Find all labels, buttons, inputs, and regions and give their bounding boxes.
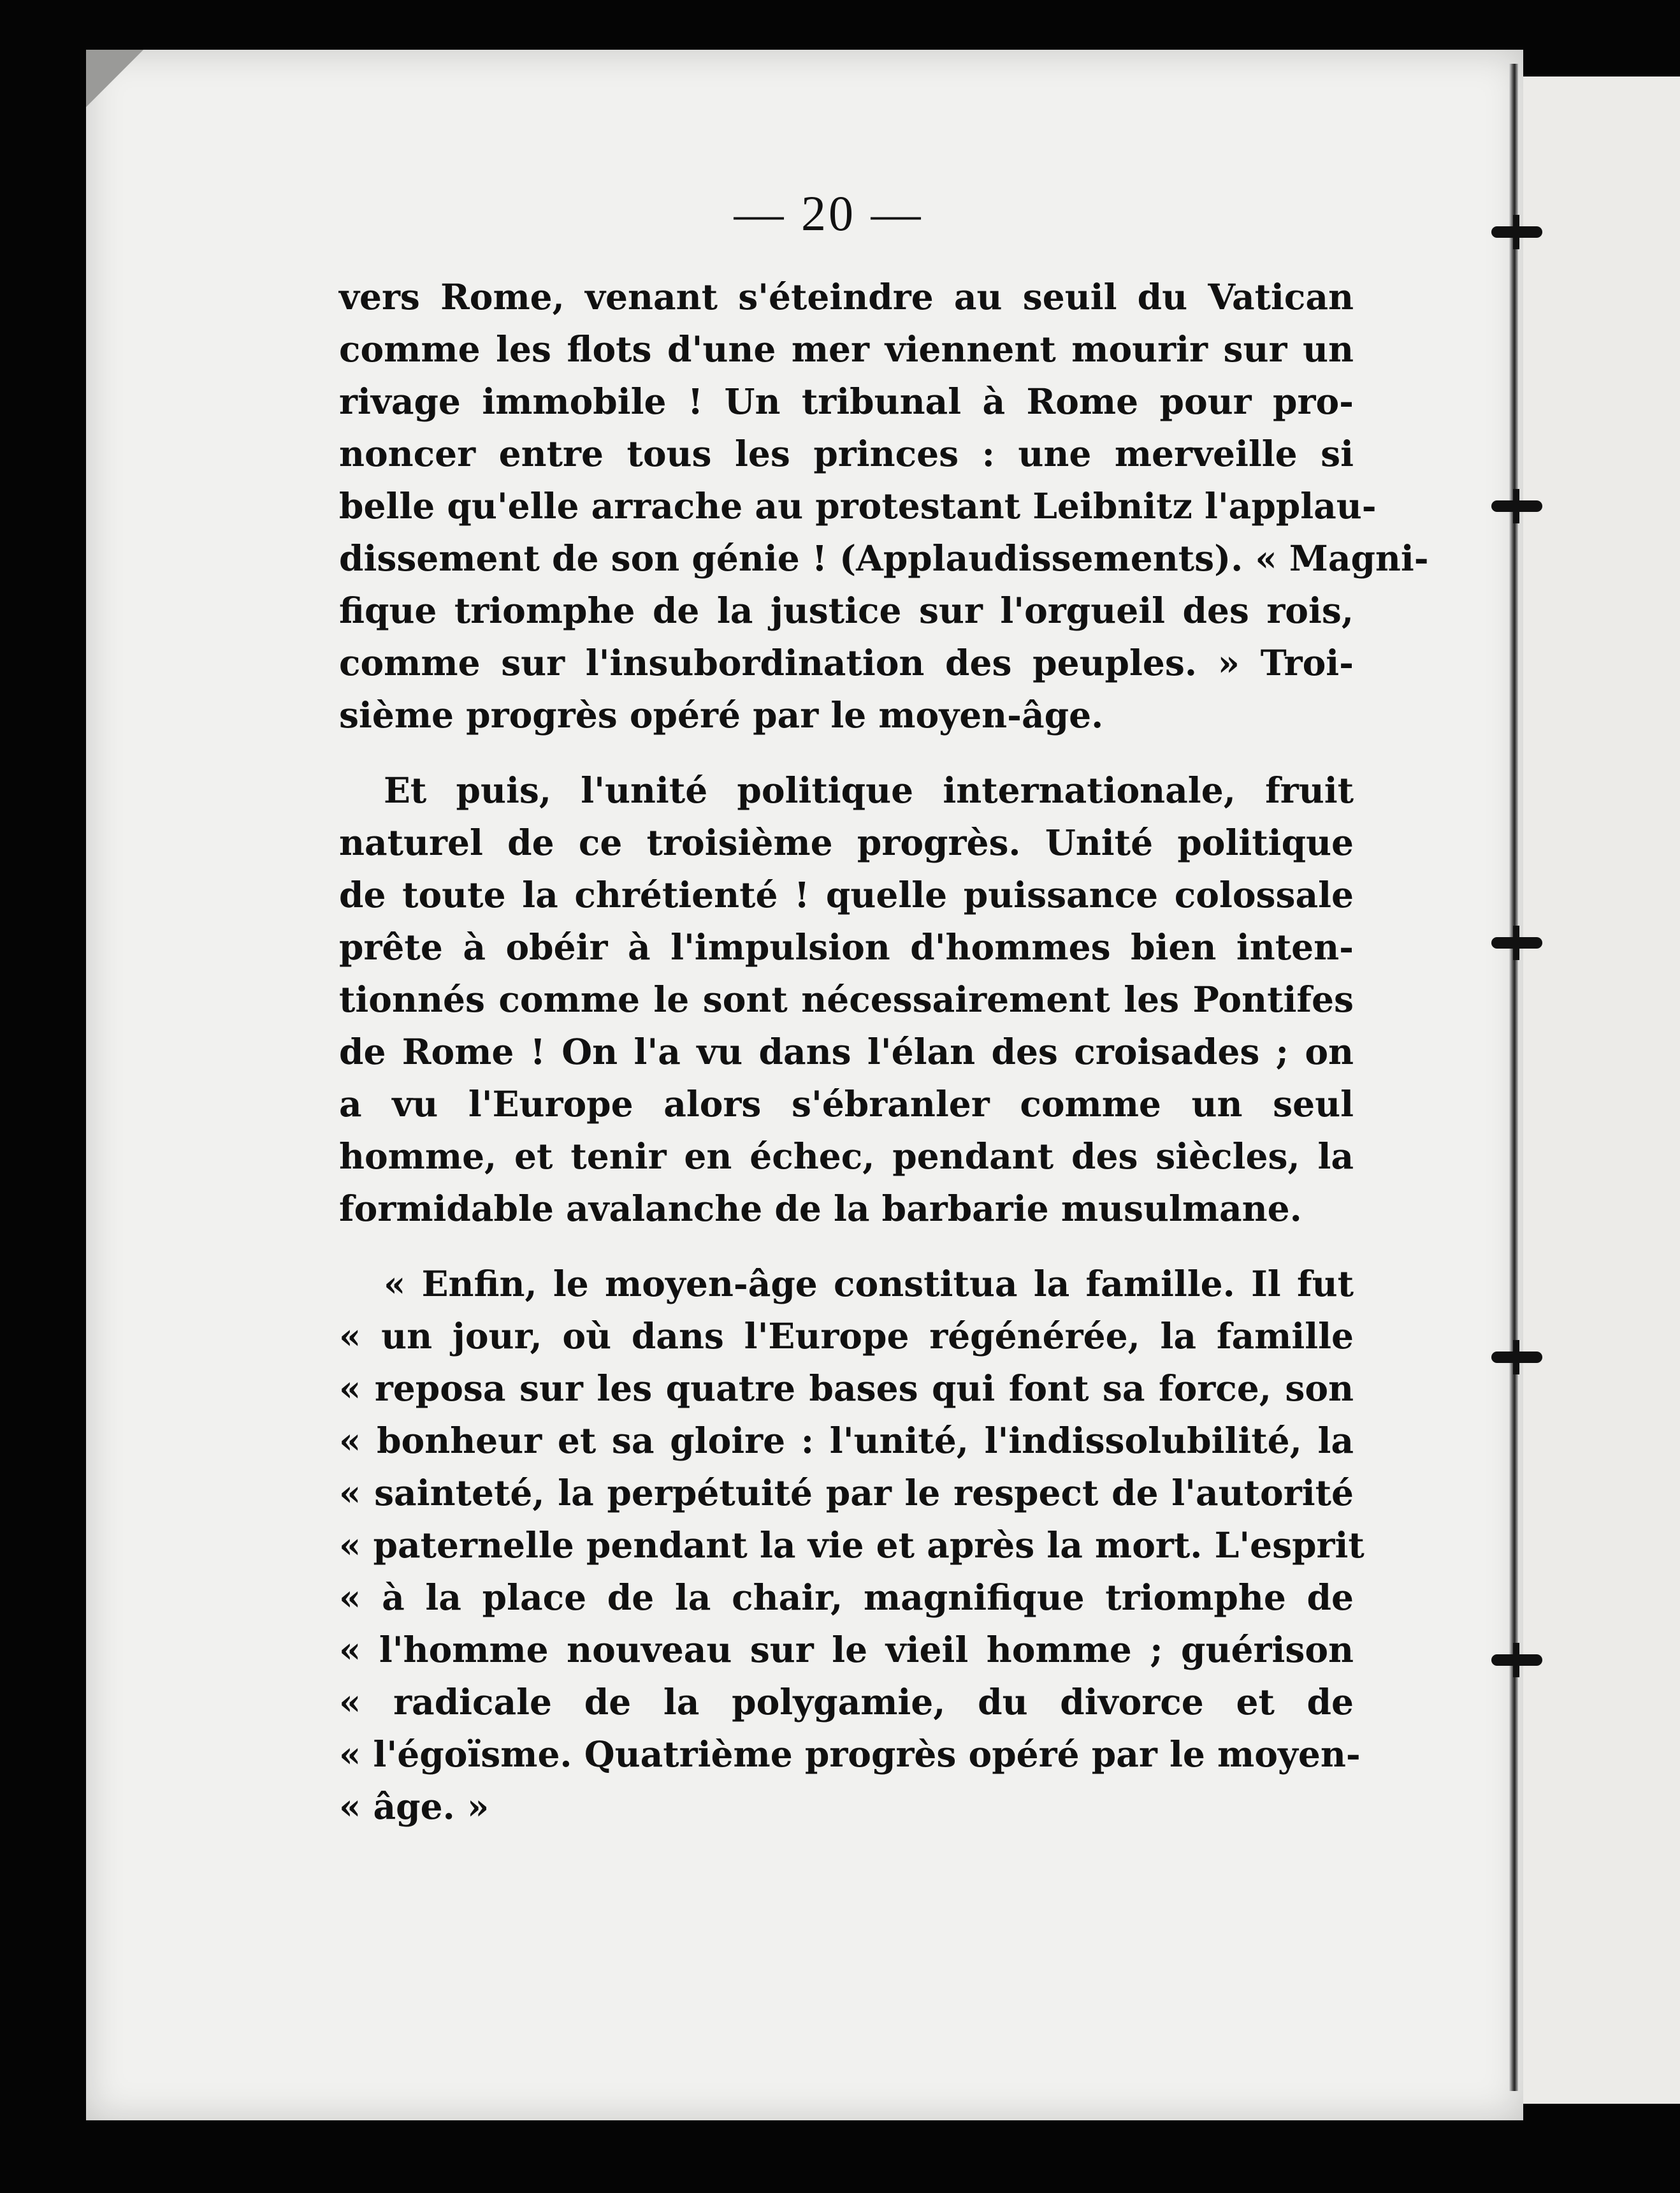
text-line: « à la place de la chair, magnifique triomphe de (339, 1577, 1354, 1618)
text-line: comme sur l'insubordination des peuples. » Troi- (339, 642, 1354, 683)
text-line: de toute la chrétienté ! quelle puissance colossale (339, 874, 1354, 915)
text-line: « âge. » (339, 1786, 489, 1827)
text-line: Et puis, l'unité politique internationale, fruit (384, 769, 1354, 811)
paragraph (339, 1258, 1365, 1833)
text-line: vers Rome, venant s'éteindre au seuil du Vatican (339, 276, 1354, 317)
text-line: naturel de ce troisième progrès. Unité politique (339, 822, 1354, 863)
text-line: tionnés comme le sont nécessairement les Pontifes (339, 979, 1354, 1020)
text-line: « radicale de la polygamie, du divorce et de (339, 1681, 1354, 1723)
text-line: a vu l'Europe alors s'ébranler comme un seul (339, 1083, 1354, 1125)
text-line: « l'égoïsme. Quatrième progrès opéré par le moyen- (339, 1733, 1361, 1775)
book-spine (1509, 64, 1518, 2091)
paragraph (339, 271, 1429, 741)
text-line: formidable avalanche de la barbarie musulmane. (339, 1188, 1302, 1229)
text-line: « bonheur et sa gloire : l'unité, l'indissolubilité, la (339, 1420, 1354, 1461)
text-line: « Enfin, le moyen-âge constitua la famille. Il fut (384, 1263, 1354, 1304)
text-line: rivage immobile ! Un tribunal à Rome pour pro- (339, 381, 1354, 422)
text-line: « reposa sur les quatre bases qui font sa force, son (339, 1367, 1354, 1409)
paragraph (339, 764, 1354, 1235)
text-line: homme, et tenir en échec, pendant des siècles, la (339, 1135, 1354, 1177)
text-line: « paternelle pendant la vie et après la mort. L'esprit (339, 1524, 1365, 1566)
binding-stitch (1491, 226, 1542, 238)
text-line: noncer entre tous les princes : une merveille si (339, 433, 1354, 474)
text-line: dissement de son génie ! (Applaudissements). « Magni- (339, 537, 1429, 579)
text-line: « sainteté, la perpétuité par le respect de l'autorité (339, 1472, 1354, 1513)
binding-stitch (1491, 1654, 1542, 1666)
text-line: fique triomphe de la justice sur l'orgueil des rois, (339, 590, 1354, 631)
text-line: « un jour, où dans l'Europe régénérée, la famille (339, 1315, 1354, 1357)
folded-corner (86, 50, 143, 107)
text-line: prête à obéir à l'impulsion d'hommes bien inten- (339, 926, 1354, 968)
text-line: belle qu'elle arrache au protestant Leibnitz l'applau- (339, 485, 1377, 527)
right-page-edge (1523, 76, 1680, 2104)
binding-stitch (1491, 500, 1542, 512)
binding-stitch (1491, 937, 1542, 949)
binding-stitch (1491, 1352, 1542, 1363)
text-line: « l'homme nouveau sur le vieil homme ; guérison (339, 1629, 1354, 1670)
text-line: comme les flots d'une mer viennent mourir sur un (339, 328, 1354, 370)
text-line: sième progrès opéré par le moyen-âge. (339, 694, 1104, 736)
text-line: de Rome ! On l'a vu dans l'élan des croisades ; on (339, 1031, 1354, 1072)
body-text (339, 271, 1429, 1833)
page-number: — 20 — (734, 186, 923, 241)
